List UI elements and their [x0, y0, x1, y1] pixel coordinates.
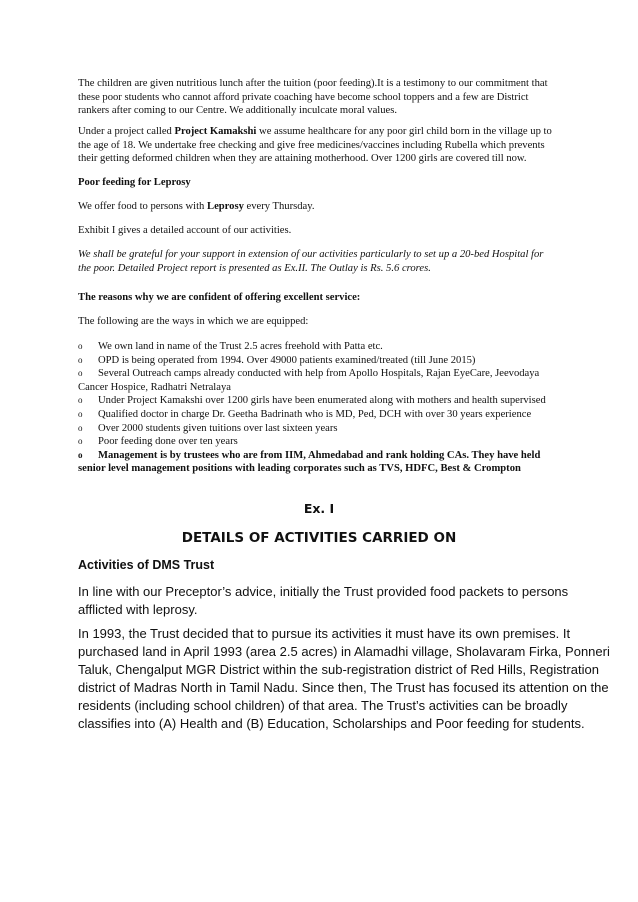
- bullet-icon: o: [78, 449, 83, 460]
- text-line: purchased land in April 1993 (area 2.5 acres) in Alamadhi village, Sholavaram Firka, Ponneri: [78, 644, 610, 659]
- text-line: [78, 125, 568, 139]
- bullet-icon: o: [78, 408, 83, 419]
- paragraph-hospital: [78, 248, 568, 275]
- bullet-icon: o: [78, 354, 83, 365]
- text-line: the age of 18. We undertake free checking and give free medicines/vaccines including Rubella which prevents: [78, 139, 545, 151]
- list-item-text: Over 2000 students given tuitions over last sixteen years: [98, 422, 338, 434]
- text-line: district of Madras North in Tamil Nadu. Since then, The Trust has focused its attention on the: [78, 680, 609, 695]
- text-line: We shall be grateful for your support in extension of our activities particularly to set up a 20-bed Hospital for: [78, 249, 544, 260]
- heading-reasons: The reasons why we are confident of offering excellent service:: [78, 292, 361, 303]
- list-item-text: OPD is being operated from 1994. Over 49000 patients examined/treated (till June 2015): [98, 354, 476, 366]
- text-line: the poor. Detailed Project report is presented as Ex.II. The Outlay is Rs. 5.6 crores.: [78, 262, 431, 274]
- text-line: The children are given nutritious lunch after the tuition (poor feeding).It is a testimony to our commitment that: [78, 78, 548, 89]
- paragraph-food: [78, 200, 568, 214]
- list-item: [78, 394, 568, 408]
- list-item-text: Qualified doctor in charge Dr. Geetha Badrinath who is MD, Ped, DCH with over 30 years experience: [98, 408, 532, 420]
- details-title: DETAILS OF ACTIVITIES CARRIED ON: [181, 530, 457, 546]
- paragraph-exhibit: Exhibit I gives a detailed account of our activities.: [78, 225, 292, 236]
- list-item-text: Under Project Kamakshi over 1200 girls have been enumerated along with mothers and health supervised: [98, 395, 546, 407]
- text-line: In line with our Preceptor’s advice, initially the Trust provided food packets to persons: [78, 584, 569, 599]
- list-item: [78, 408, 568, 422]
- bullet-icon: o: [78, 341, 83, 351]
- text: We offer food to persons with: [78, 201, 207, 212]
- text: Under a project called: [78, 126, 175, 137]
- bullet-icon: o: [78, 422, 83, 433]
- text-line: In 1993, the Trust decided that to pursue its activities it must have its own premises. It: [78, 626, 571, 641]
- list-item-text: Poor feeding done over ten years: [98, 436, 238, 448]
- reasons-list: [78, 340, 568, 476]
- list-item-text: Management is by trustees who are from IIM, Ahmedabad and rank holding CAs. They have held: [98, 449, 541, 461]
- bullet-icon: o: [78, 395, 83, 406]
- text-line: residents (including school children) of that area. The Trust’s activities can be broadly: [78, 698, 568, 713]
- exhibit-title: Ex. I: [303, 501, 335, 516]
- list-item-text: We own land in name of the Trust 2.5 acres freehold with Patta etc.: [98, 341, 383, 352]
- activities-heading: Activities of DMS Trust: [78, 558, 215, 572]
- list-item: [78, 354, 568, 368]
- list-item: [78, 422, 568, 436]
- list-item: [78, 435, 568, 449]
- project-name: Project Kamakshi: [174, 126, 257, 137]
- text-line: these poor students who cannot afford private coaching have become school toppers and a few are District: [78, 91, 529, 103]
- text-line: rankers after coming to our Centre. We additionally inculcate moral values.: [78, 105, 398, 117]
- paragraph-preceptor: [78, 584, 568, 620]
- list-item: [78, 340, 568, 354]
- paragraph-following: The following are the ways in which we are equipped:: [78, 316, 309, 327]
- text-line: afflicted with leprosy.: [78, 602, 198, 617]
- text-line: classifies into (A) Health and (B) Education, Scholarships and Poor feeding for students.: [78, 716, 585, 731]
- paragraph-lunch: [78, 77, 568, 118]
- text-line: their getting deformed children when they are attaining motherhood. Over 1200 girls are covered till now.: [78, 153, 527, 165]
- list-item: [78, 367, 568, 381]
- text: we assume healthcare for any poor girl child born in the village up to: [256, 126, 552, 137]
- bullet-icon: o: [78, 368, 83, 379]
- list-item-continuation: Cancer Hospice, Radhatri Netralaya: [78, 381, 231, 393]
- text-line: Taluk, Chengalput MGR District within the sub-registration district of Red Hills, Registration: [78, 662, 599, 677]
- paragraph-1993: [78, 626, 610, 734]
- bullet-icon: o: [78, 436, 83, 447]
- text-bold: Leprosy: [207, 201, 244, 212]
- paragraph-kamakshi: [78, 125, 568, 166]
- list-item-continuation: senior level management positions with leading corporates such as TVS, HDFC, Best & Crompton: [78, 463, 521, 475]
- list-item-text: Several Outreach camps already conducted with help from Apollo Hospitals, Rajan EyeCare, Jeevodaya: [98, 368, 540, 380]
- list-item: [78, 449, 568, 463]
- text: every Thursday.: [243, 201, 315, 212]
- heading-leprosy: Poor feeding for Leprosy: [78, 177, 191, 188]
